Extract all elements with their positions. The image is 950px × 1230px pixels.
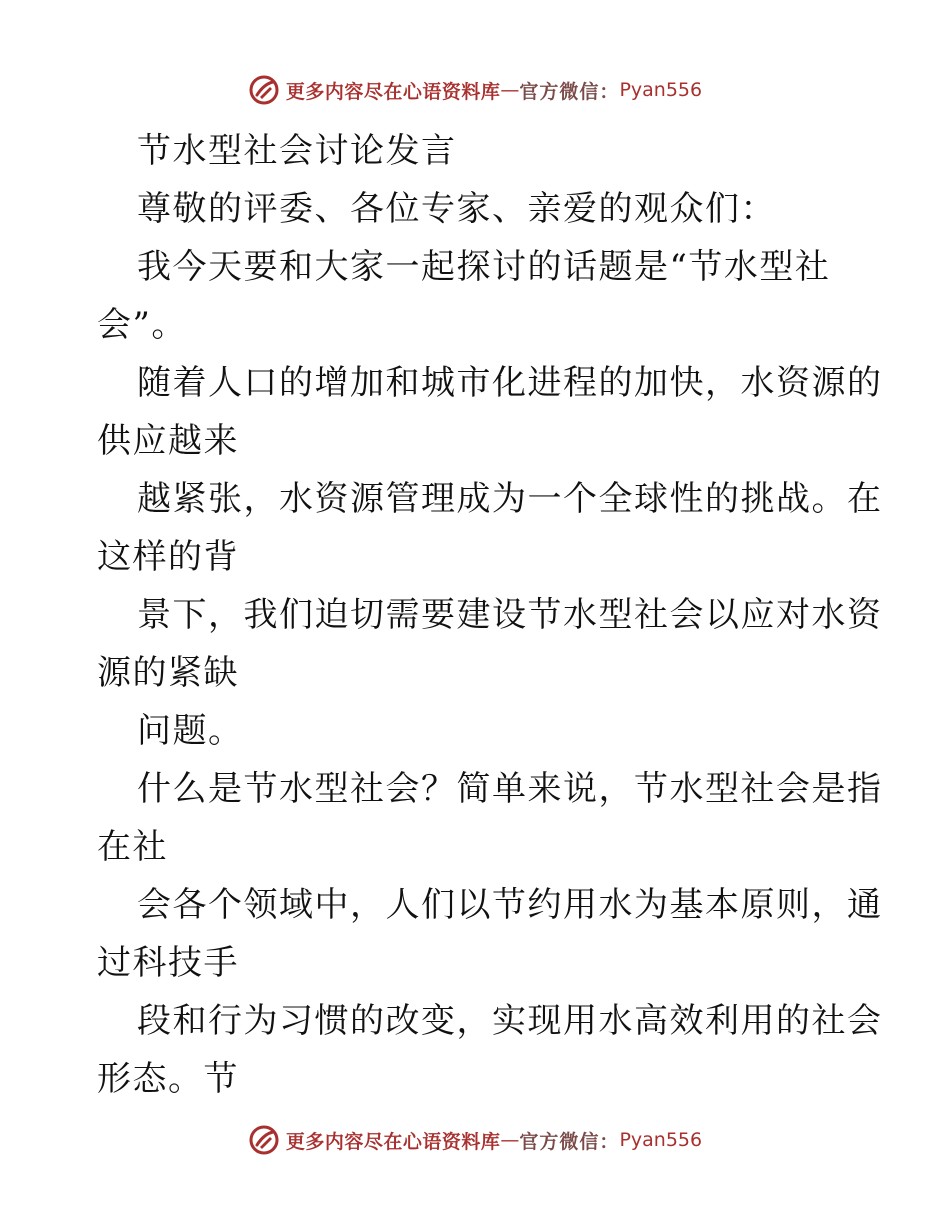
footer-wechat-id: Pyan556 [619,1129,703,1151]
header-banner [0,70,950,110]
header-official-label: 官方微信： [519,80,620,103]
header-wechat-id: Pyan556 [619,79,703,101]
text-line: 景下，我们迫切需要建设节水型社会以应对水资 [137,595,883,635]
text-line: 形态。节 [97,1059,239,1099]
footer-banner [0,1120,950,1160]
text-line: 我今天要和大家一起探讨的话题是“节水型社 [137,247,831,287]
text-line: 会”。 [97,305,187,345]
text-line: 供应越来 [97,421,239,461]
text-line: 过科技手 [97,943,239,983]
pen-circle-logo-icon [248,74,280,106]
document-body [97,122,883,1108]
text-line: 随着人口的增加和城市化进程的加快，水资源的 [137,363,883,403]
text-line: 在社 [97,827,168,867]
header-dash: — [500,79,520,101]
text-line: 段和行为习惯的改变，实现用水高效利用的社会 [137,1001,883,1041]
header-brand-text: 更多内容尽在心语资料库 [285,80,501,103]
text-line: 这样的背 [97,537,239,577]
pen-circle-logo-icon [248,1124,280,1156]
text-line: 会各个领域中，人们以节约用水为基本原则，通 [137,885,883,925]
text-line: 问题。 [137,711,244,751]
text-line: 源的紧缺 [97,653,239,693]
footer-dash: — [500,1129,520,1151]
footer-official-label: 官方微信： [519,1130,620,1153]
text-line: 越紧张，水资源管理成为一个全球性的挑战。在 [137,479,883,519]
document-title: 节水型社会讨论发言 [137,131,457,171]
salutation: 尊敬的评委、各位专家、亲爱的观众们： [137,189,776,229]
footer-brand-text: 更多内容尽在心语资料库 [285,1130,501,1153]
text-line: 什么是节水型社会？简单来说，节水型社会是指 [137,769,883,809]
